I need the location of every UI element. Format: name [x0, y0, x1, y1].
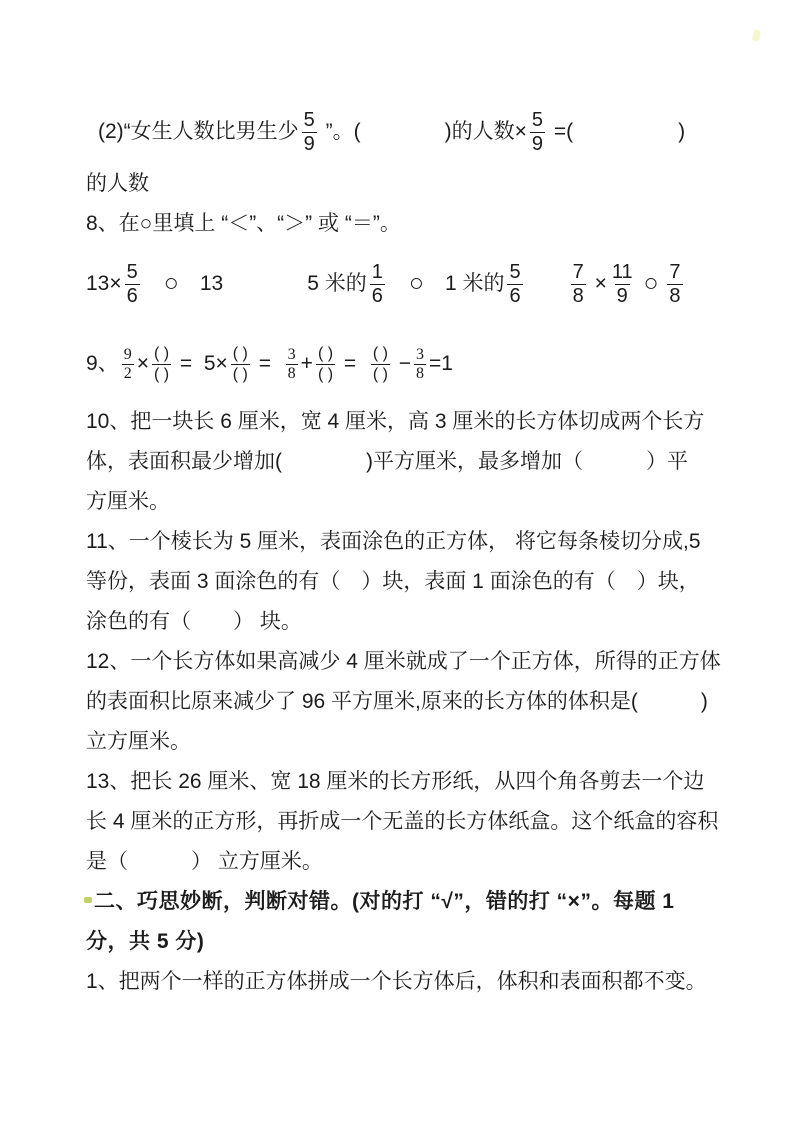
fraction	[571, 261, 586, 307]
text-run: 10、把一块长 6 厘米，宽 4 厘米，高 3 厘米的长方体切成两个长方	[86, 410, 705, 433]
text-run: 涂色的有（ ） 块。	[86, 610, 302, 633]
fraction	[667, 261, 682, 307]
fraction-denominator: 8	[287, 364, 296, 382]
text-run: = 5×	[174, 352, 228, 375]
compare-circle-icon: ○	[643, 268, 659, 297]
q11-line2	[86, 562, 731, 602]
text-run: 体，表面积最少增加( )平方厘米，最多增加（ ）平	[86, 450, 688, 473]
text-run: ×	[136, 352, 149, 375]
text-run: 的表面积比原来减少了 96 平方厘米,原来的长方体的体积是( )	[86, 690, 708, 713]
q10-line1	[86, 402, 731, 442]
text-run: 13×	[86, 272, 122, 295]
text-run: 13	[178, 272, 224, 295]
fraction-numerator: ( )	[317, 344, 334, 362]
text-run: −	[392, 352, 412, 375]
text-run: =	[338, 352, 368, 375]
fraction-denominator: 6	[371, 284, 383, 307]
fraction-denominator: 9	[616, 284, 628, 307]
corner-speck	[752, 29, 761, 41]
q11-line3	[86, 602, 731, 642]
fraction-numerator: 3	[287, 345, 296, 363]
text-run: 立方厘米。	[86, 730, 191, 753]
fraction-numerator: 1	[371, 261, 383, 284]
text-run: 8、在○里填上 “＜”、“＞” 或 “＝”。	[86, 212, 401, 235]
text-run: +	[300, 352, 313, 375]
text-run: ×	[588, 272, 607, 295]
q12-line1	[86, 642, 731, 682]
fraction	[610, 261, 635, 307]
q13-line3	[86, 842, 731, 882]
fraction	[125, 261, 140, 307]
fraction-denominator: 8	[572, 284, 584, 307]
q7-part2-line	[86, 100, 731, 164]
fraction-denominator: 9	[531, 132, 543, 155]
compare-circle-icon: ○	[163, 268, 179, 297]
text-run: 方厘米。	[86, 490, 170, 513]
q11-line1	[86, 522, 731, 562]
text-run: 是（ ） 立方厘米。	[86, 850, 323, 873]
q8-comparisons	[86, 252, 731, 316]
highlight-speck	[84, 897, 92, 903]
fraction-numerator: 7	[572, 261, 584, 284]
text-run: 11、一个棱长为 5 厘米，表面涂色的正方体， 将它每条棱切分成,5	[86, 530, 701, 553]
text-run	[659, 264, 665, 304]
fraction-numerator: 5	[531, 109, 543, 132]
text-run: 5 米的	[223, 272, 367, 295]
text-run: =	[252, 352, 283, 375]
fraction-denominator: 6	[126, 284, 138, 307]
fraction-numerator: ( )	[232, 344, 248, 362]
text-run	[143, 264, 164, 304]
fraction-denominator: ( )	[317, 365, 334, 383]
text-run: 12、一个长方体如果高减少 4 厘米就成了一个正方体，所得的正方体	[86, 650, 721, 673]
text-run: =1	[429, 352, 453, 375]
section2-header-line1	[86, 882, 731, 922]
q10-line2	[86, 442, 731, 482]
fraction	[371, 344, 390, 385]
q7-part2-line2	[86, 164, 731, 204]
fraction-numerator: ( )	[153, 344, 170, 362]
fraction-denominator: 6	[509, 284, 521, 307]
text-run: 二、巧思妙断，判断对错。(对的打 “√”，错的打 “×”。每题 1	[94, 890, 675, 913]
fraction-numerator: 11	[611, 261, 633, 284]
text-run: 等份，表面 3 面涂色的有（ ）块，表面 1 面涂色的有（ ）块，	[86, 570, 700, 593]
fraction-numerator: ( )	[372, 344, 388, 362]
text-run: 的人数	[86, 172, 149, 195]
text-run: 长 4 厘米的正方形，再折成一个无盖的长方体纸盒。这个纸盒的容积	[86, 810, 719, 833]
fraction-denominator: 9	[303, 132, 315, 155]
fraction	[370, 261, 385, 307]
text-run	[526, 264, 568, 304]
q12-line3	[86, 722, 731, 762]
fraction-numerator: 5	[303, 109, 315, 132]
fraction-numerator: 7	[669, 261, 681, 284]
text-run: 1 米的	[423, 272, 505, 295]
fraction-numerator: 5	[509, 261, 521, 284]
fraction	[152, 344, 171, 385]
fraction	[122, 346, 134, 383]
fraction-denominator: 2	[123, 364, 132, 382]
fraction-denominator: ( )	[232, 365, 248, 383]
q12-line2	[86, 682, 731, 722]
q13-line1	[86, 762, 731, 802]
text-run: 1、把两个一样的正方体拼成一个长方体后，体积和表面积都不变。	[86, 970, 707, 993]
section2-q1	[86, 962, 731, 1002]
fraction	[530, 109, 545, 155]
text-run: 分，共 5 分)	[86, 930, 205, 953]
q13-line2	[86, 802, 731, 842]
fraction	[302, 109, 317, 155]
text-run: (2)“女生人数比男生少	[98, 120, 299, 143]
text-run: 9、	[86, 352, 119, 375]
text-run: 13、把长 26 厘米、宽 18 厘米的长方形纸，从四个角各剪去一个边	[86, 770, 705, 793]
q9-equation	[86, 332, 731, 396]
fraction-numerator: 9	[123, 345, 132, 363]
text-run: =( )	[548, 120, 686, 143]
fraction-denominator: ( )	[153, 365, 170, 383]
section2-header-line2	[86, 922, 731, 962]
text-run: ”。( )的人数×	[319, 120, 527, 143]
fraction	[316, 344, 335, 385]
fraction	[414, 346, 426, 383]
lines-root	[86, 100, 731, 1002]
text-run	[388, 264, 409, 304]
compare-circle-icon: ○	[408, 268, 424, 297]
fraction-numerator: 5	[126, 261, 138, 284]
fraction-denominator: ( )	[372, 365, 388, 383]
fraction	[286, 346, 298, 383]
q8-stem	[86, 204, 731, 244]
fraction-denominator: 8	[669, 284, 681, 307]
fraction	[231, 344, 250, 385]
fraction-numerator: 3	[416, 345, 425, 363]
fraction	[507, 261, 522, 307]
fraction-denominator: 8	[416, 364, 425, 382]
q10-line3	[86, 482, 731, 522]
